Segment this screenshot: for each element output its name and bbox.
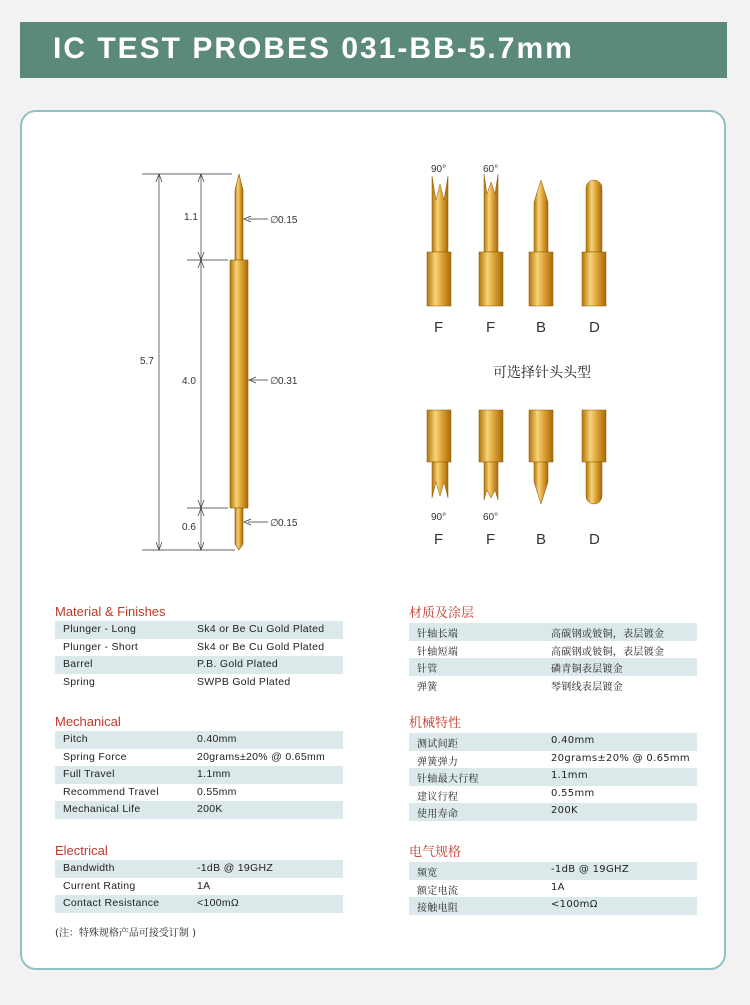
spec-mechanical-zh (409, 712, 697, 821)
spec-value: 高碳钢或铍铜，表层镀金 (551, 646, 665, 658)
spec-row (409, 623, 697, 641)
spec-key: Plunger - Short (63, 640, 139, 653)
spec-key: 针轴最大行程 (417, 774, 479, 785)
tip-top-angle-2: 60° (483, 164, 499, 175)
spec-key: Recommend Travel (63, 785, 159, 798)
tip-top-angle-1: 90° (431, 164, 447, 175)
spec-value: 琴钢线表层镀金 (551, 681, 624, 693)
dimension-lines (142, 174, 268, 550)
spec-electrical-zh (409, 841, 697, 915)
spec-key: Full Travel (63, 768, 115, 780)
spec-row (55, 749, 343, 767)
top-plunger (235, 174, 243, 260)
spec-key: 测试间距 (417, 739, 459, 750)
spec-key: 频宽 (417, 868, 438, 879)
spec-value: 20grams±20% @ 0.65mm (551, 752, 690, 764)
spec-value: 磷青铜表层镀金 (551, 664, 624, 675)
spec-row (55, 878, 343, 896)
spec-row (409, 862, 697, 880)
spec-row (55, 656, 343, 674)
spec-value: 高碳钢或铍铜，表层镀金 (551, 629, 665, 640)
spec-value: Sk4 or Be Cu Gold Plated (197, 623, 325, 635)
tip-type-dome-bottom (582, 410, 606, 504)
spec-row (55, 639, 343, 657)
barrel-length-label: 4.0 (182, 376, 196, 387)
spec-materials-en (55, 604, 343, 691)
spec-row (409, 803, 697, 821)
spec-row (409, 658, 697, 676)
spec-value: 1A (197, 879, 211, 892)
tip-top-letter-1: F (434, 319, 444, 336)
section-title: Electrical (55, 843, 108, 858)
spec-key: 接触电阻 (417, 903, 459, 914)
spec-value: 0.55mm (551, 787, 595, 799)
tip-bottom-letter-2: F (486, 531, 496, 548)
spec-key: 针轴短端 (417, 646, 459, 658)
spec-mechanical-en (55, 714, 343, 819)
section-title: Material & Finishes (55, 604, 166, 619)
probe-drawing (230, 174, 248, 550)
tip-type-dome (582, 180, 606, 306)
spec-key: Bandwidth (63, 862, 115, 874)
spec-materials-zh (409, 602, 697, 693)
spec-key: Spring (63, 675, 96, 688)
tail-length-label: 0.6 (182, 522, 196, 533)
spec-row (55, 621, 343, 639)
spec-key: Barrel (63, 658, 93, 670)
tip-type-90-crown-bottom (427, 410, 451, 498)
tail-diameter-label: 0.15 (278, 518, 298, 529)
spec-value: 200K (197, 803, 223, 815)
spec-row (55, 731, 343, 749)
spec-key: 弹簧弹力 (417, 756, 459, 768)
spec-value: 1.1mm (197, 768, 231, 780)
spec-row (55, 801, 343, 819)
spec-key: 针管 (417, 664, 438, 675)
tip-top-letter-3: B (536, 319, 547, 336)
spec-key: 建议行程 (417, 791, 459, 803)
spec-key: 弹簧 (417, 681, 438, 693)
spec-row (409, 751, 697, 769)
tip-diameter-label: 0.15 (278, 215, 298, 226)
spec-key: Spring Force (63, 750, 127, 763)
spec-value: SWPB Gold Plated (197, 675, 291, 688)
spec-row (409, 641, 697, 659)
spec-value: <100mΩ (551, 899, 598, 910)
barrel (230, 260, 248, 508)
tip-type-90-crown (427, 176, 451, 306)
total-length-label: 5.7 (140, 356, 154, 367)
spec-row (55, 895, 343, 913)
tip-types-caption: 可选择针头头型 (493, 365, 591, 381)
spec-value: 0.40mm (197, 733, 237, 745)
spec-row (55, 860, 343, 878)
barrel-diameter-symbol: ∅ (270, 376, 279, 387)
spec-row (55, 674, 343, 692)
bottom-plunger (235, 508, 243, 550)
spec-row (55, 766, 343, 784)
tip-diameter-symbol: ∅ (270, 215, 279, 226)
tip-type-60-crown (479, 174, 503, 306)
spec-row (409, 768, 697, 786)
spec-electrical-en (55, 843, 343, 913)
tip-types-bottom (427, 410, 606, 548)
tip-top-letter-2: F (486, 319, 496, 336)
tip-type-bullet (529, 180, 553, 306)
spec-value: 1A (551, 881, 565, 893)
tip-type-60-crown-bottom (479, 410, 503, 500)
barrel-diameter-label: 0.31 (278, 376, 298, 387)
spec-value: 0.40mm (551, 735, 595, 746)
tip-bottom-letter-1: F (434, 531, 444, 548)
tail-diameter-symbol: ∅ (270, 518, 279, 529)
tip-bottom-letter-3: B (536, 531, 547, 548)
spec-row (409, 733, 697, 751)
spec-key: Current Rating (63, 879, 136, 892)
page-title: IC TEST PROBES 031-BB-5.7mm (53, 32, 574, 65)
section-title: 电气规格 (409, 844, 462, 859)
spec-value: 0.55mm (197, 785, 237, 798)
spec-value: Sk4 or Be Cu Gold Plated (197, 640, 325, 653)
spec-key: 额定电流 (417, 885, 459, 897)
spec-value: 20grams±20% @ 0.65mm (197, 750, 326, 763)
spec-value: 200K (551, 805, 578, 816)
spec-key: 使用寿命 (417, 809, 459, 820)
title-banner (20, 22, 727, 78)
spec-value: <100mΩ (197, 897, 240, 909)
spec-row (409, 897, 697, 915)
tip-type-bullet-bottom (529, 410, 553, 504)
probe-diagram (22, 112, 728, 572)
section-title: 机械特性 (409, 715, 462, 730)
tip-bottom-letter-4: D (589, 531, 600, 548)
custom-order-note: (注：特殊规格产品可接受订制 ) (55, 928, 196, 939)
tip-types-top (427, 164, 606, 336)
tip-bottom-angle-1: 90° (431, 512, 447, 523)
spec-key: 针轴长端 (417, 629, 459, 640)
spec-card (20, 110, 726, 970)
spec-row (409, 676, 697, 694)
tip-length-label: 1.1 (184, 212, 198, 223)
spec-value: 1.1mm (551, 770, 588, 781)
spec-key: Plunger - Long (63, 623, 137, 635)
spec-value: -1dB @ 19GHZ (551, 864, 629, 875)
spec-key: Pitch (63, 733, 88, 745)
spec-row (55, 784, 343, 802)
spec-key: Mechanical Life (63, 803, 141, 815)
spec-value: -1dB @ 19GHZ (197, 862, 274, 874)
spec-key: Contact Resistance (63, 897, 160, 909)
tip-bottom-angle-2: 60° (483, 512, 499, 523)
spec-row (409, 786, 697, 804)
section-title: 材质及涂层 (409, 605, 475, 620)
section-title: Mechanical (55, 714, 121, 729)
spec-row (409, 880, 697, 898)
spec-value: P.B. Gold Plated (197, 658, 279, 670)
tip-top-letter-4: D (589, 319, 600, 336)
